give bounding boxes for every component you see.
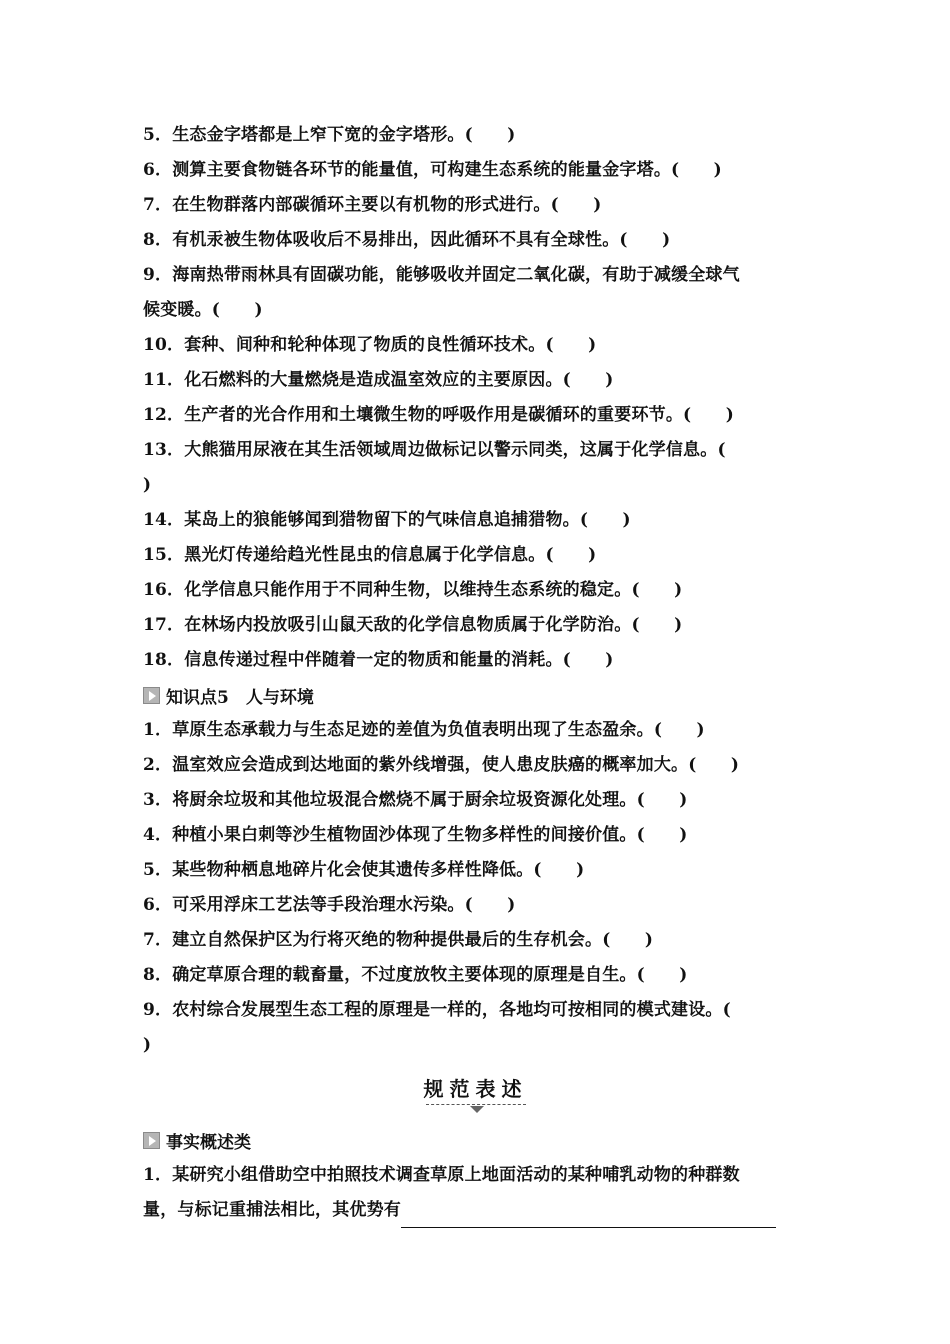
list-item: 3．将厨余垃圾和其他垃圾混合燃烧不属于厨余垃圾资源化处理。( ) bbox=[143, 790, 688, 810]
section-heading-5 bbox=[143, 678, 808, 713]
list-item: 14．某岛上的狼能够闻到猎物留下的气味信息追捕猎物。( ) bbox=[143, 510, 631, 530]
section-title: 事实概述类 bbox=[166, 1133, 251, 1153]
list-item: 8．有机汞被生物体吸收后不易排出，因此循环不具有全球性。( ) bbox=[143, 230, 671, 250]
list-item-continuation: ) bbox=[143, 475, 152, 495]
section-title: 知识点5 人与环境 bbox=[166, 688, 314, 708]
list-item: 9．农村综合发展型生态工程的原理是一样的，各地均可按相同的模式建设。( bbox=[143, 1000, 731, 1020]
list-item: 6．测算主要食物链各环节的能量值，可构建生态系统的能量金字塔。( ) bbox=[143, 160, 722, 180]
list-item: 8．确定草原合理的载畜量，不过度放牧主要体现的原理是自生。( ) bbox=[143, 965, 688, 985]
list-item: 5．生态金字塔都是上窄下宽的金字塔形。( ) bbox=[143, 125, 516, 145]
list-item: 1．草原生态承载力与生态足迹的差值为负值表明出现了生态盈余。( ) bbox=[143, 720, 705, 740]
list-item: 5．某些物种栖息地碎片化会使其遗传多样性降低。( ) bbox=[143, 860, 585, 880]
document-page bbox=[143, 118, 808, 1228]
list-item: 11．化石燃料的大量燃烧是造成温室效应的主要原因。( ) bbox=[143, 370, 614, 390]
banner-title: 规范表述 bbox=[423, 1077, 528, 1101]
question-text: 量，与标记重捕法相比，其优势有 bbox=[143, 1200, 401, 1220]
list-item: 15．黑光灯传递给趋光性昆虫的信息属于化学信息。( ) bbox=[143, 545, 597, 565]
list-item-continuation: 候变暖。( ) bbox=[143, 300, 263, 320]
list-item: 7．建立自然保护区为行将灭绝的物种提供最后的生存机会。( ) bbox=[143, 930, 654, 950]
list-item: 18．信息传递过程中伴随着一定的物质和能量的消耗。( ) bbox=[143, 650, 614, 670]
list-item: 7．在生物群落内部碳循环主要以有机物的形式进行。( ) bbox=[143, 195, 602, 215]
list-item: 2．温室效应会造成到达地面的紫外线增强，使人患皮肤癌的概率加大。( ) bbox=[143, 755, 740, 775]
list-item: 16．化学信息只能作用于不同种生物，以维持生态系统的稳定。( ) bbox=[143, 580, 683, 600]
banner bbox=[143, 1073, 808, 1123]
list-item: 6．可采用浮床工艺法等手段治理水污染。( ) bbox=[143, 895, 516, 915]
list-item: 17．在林场内投放吸引山鼠天敌的化学信息物质属于化学防治。( ) bbox=[143, 615, 683, 635]
list-item: 10．套种、间种和轮种体现了物质的良性循环技术。( ) bbox=[143, 335, 597, 355]
question: 1．某研究小组借助空中拍照技术调查草原上地面活动的某种哺乳动物的种群数 bbox=[143, 1165, 740, 1185]
down-arrow-icon bbox=[470, 1106, 484, 1113]
play-icon bbox=[143, 1132, 160, 1149]
answer-blank[interactable] bbox=[401, 1205, 776, 1228]
list-item: 12．生产者的光合作用和土壤微生物的呼吸作用是碳循环的重要环节。( ) bbox=[143, 405, 734, 425]
list-item: 13．大熊猫用尿液在其生活领域周边做标记以警示同类，这属于化学信息。( bbox=[143, 440, 726, 460]
banner-rule bbox=[426, 1104, 526, 1105]
list-item: 4．种植小果白刺等沙生植物固沙体现了生物多样性的间接价值。( ) bbox=[143, 825, 688, 845]
list-item-continuation: ) bbox=[143, 1035, 152, 1055]
question-continuation bbox=[143, 1193, 808, 1228]
list-item: 9．海南热带雨林具有固碳功能，能够吸收并固定二氧化碳，有助于减缓全球气 bbox=[143, 265, 740, 285]
play-icon bbox=[143, 687, 160, 704]
section-heading-facts bbox=[143, 1123, 808, 1158]
